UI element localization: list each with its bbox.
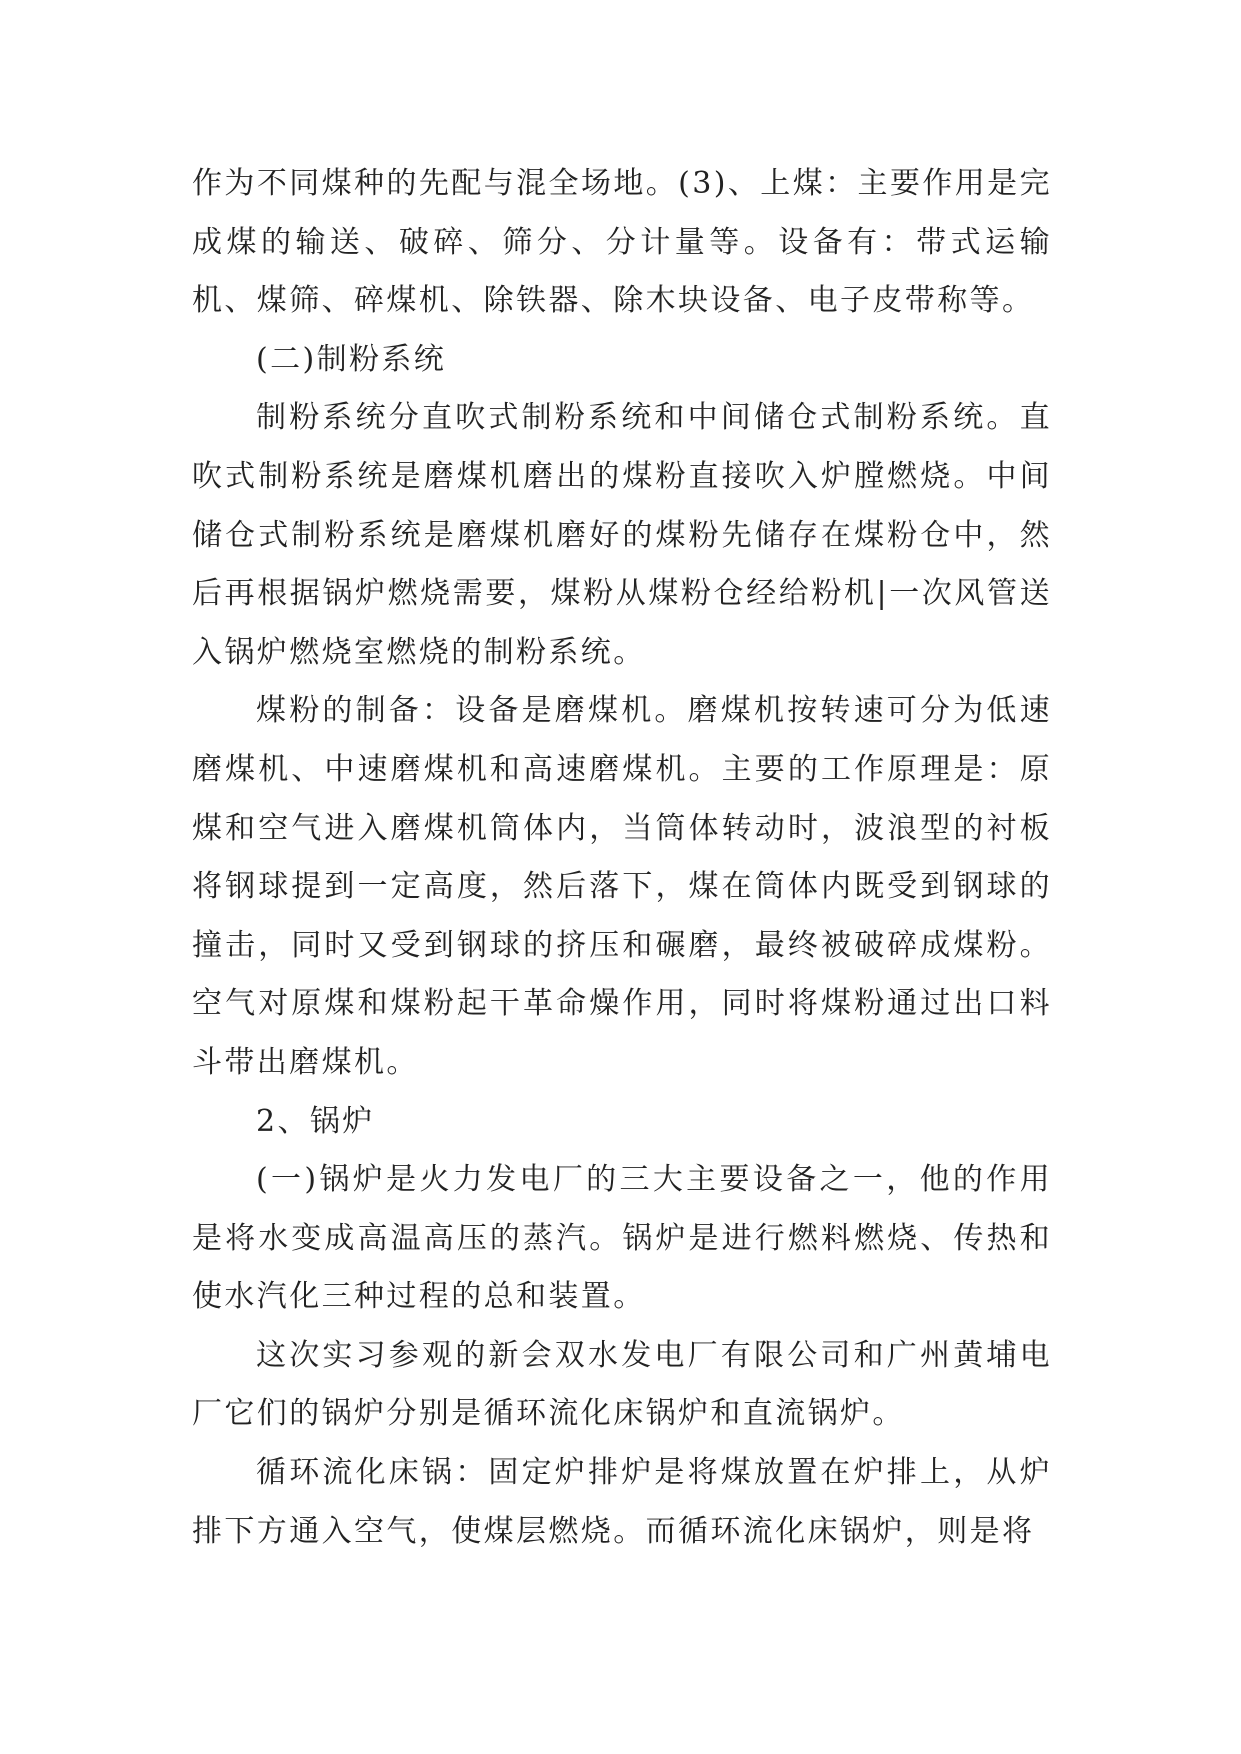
heading-boiler: 2、锅炉 <box>256 1103 375 1139</box>
paragraph-coal-loading: 作为不同煤种的先配与混全场地。(3)、上煤：主要作用是完成煤的输送、破碎、筛分、分计量等。设备有：带式运输机、煤筛、碎煤机、除铁器、除木块设备、电子皮带称等。 <box>192 166 1052 319</box>
paragraph-boiler-intro: (一)锅炉是火力发电厂的三大主要设备之一，他的作用是将水变成高温高压的蒸汽。锅炉是进行燃料燃烧、传热和使水汽化三种过程的总和装置。 <box>192 1162 1052 1315</box>
paragraph-circulating-fluidized-bed: 循环流化床锅：固定炉排炉是将煤放置在炉排上，从炉排下方通入空气，使煤层燃烧。而循环流化床锅炉，则是将 <box>192 1455 1052 1549</box>
document-body <box>192 155 1052 1561</box>
heading-pulverizing-system: (二)制粉系统 <box>256 341 447 377</box>
paragraph-coal-powder-preparation: 煤粉的制备：设备是磨煤机。磨煤机按转速可分为低速磨煤机、中速磨煤机和高速磨煤机。主要的工作原理是：原煤和空气进入磨煤机筒体内，当筒体转动时，波浪型的衬板将钢球提到一定高度，然后落下，煤在筒体内既受到钢球的撞击，同时又受到钢球的挤压和碾磨，最终被破碎成煤粉。空气对原煤和煤粉起干革命燥作用，同时将煤粉通过出口料斗带出磨煤机。 <box>192 693 1052 1080</box>
paragraph-internship-visit: 这次实习参观的新会双水发电厂有限公司和广州黄埔电厂它们的锅炉分别是循环流化床锅炉和直流锅炉。 <box>192 1337 1052 1432</box>
paragraph-pulverizing-system: 制粉系统分直吹式制粉系统和中间储仓式制粉系统。直吹式制粉系统是磨煤机磨出的煤粉直接吹入炉膛燃烧。中间储仓式制粉系统是磨煤机磨好的煤粉先储存在煤粉仓中，然后再根据锅炉燃烧需要，煤粉从煤粉仓经给粉机|一次风管送入锅炉燃烧室燃烧的制粉系统。 <box>192 400 1052 670</box>
